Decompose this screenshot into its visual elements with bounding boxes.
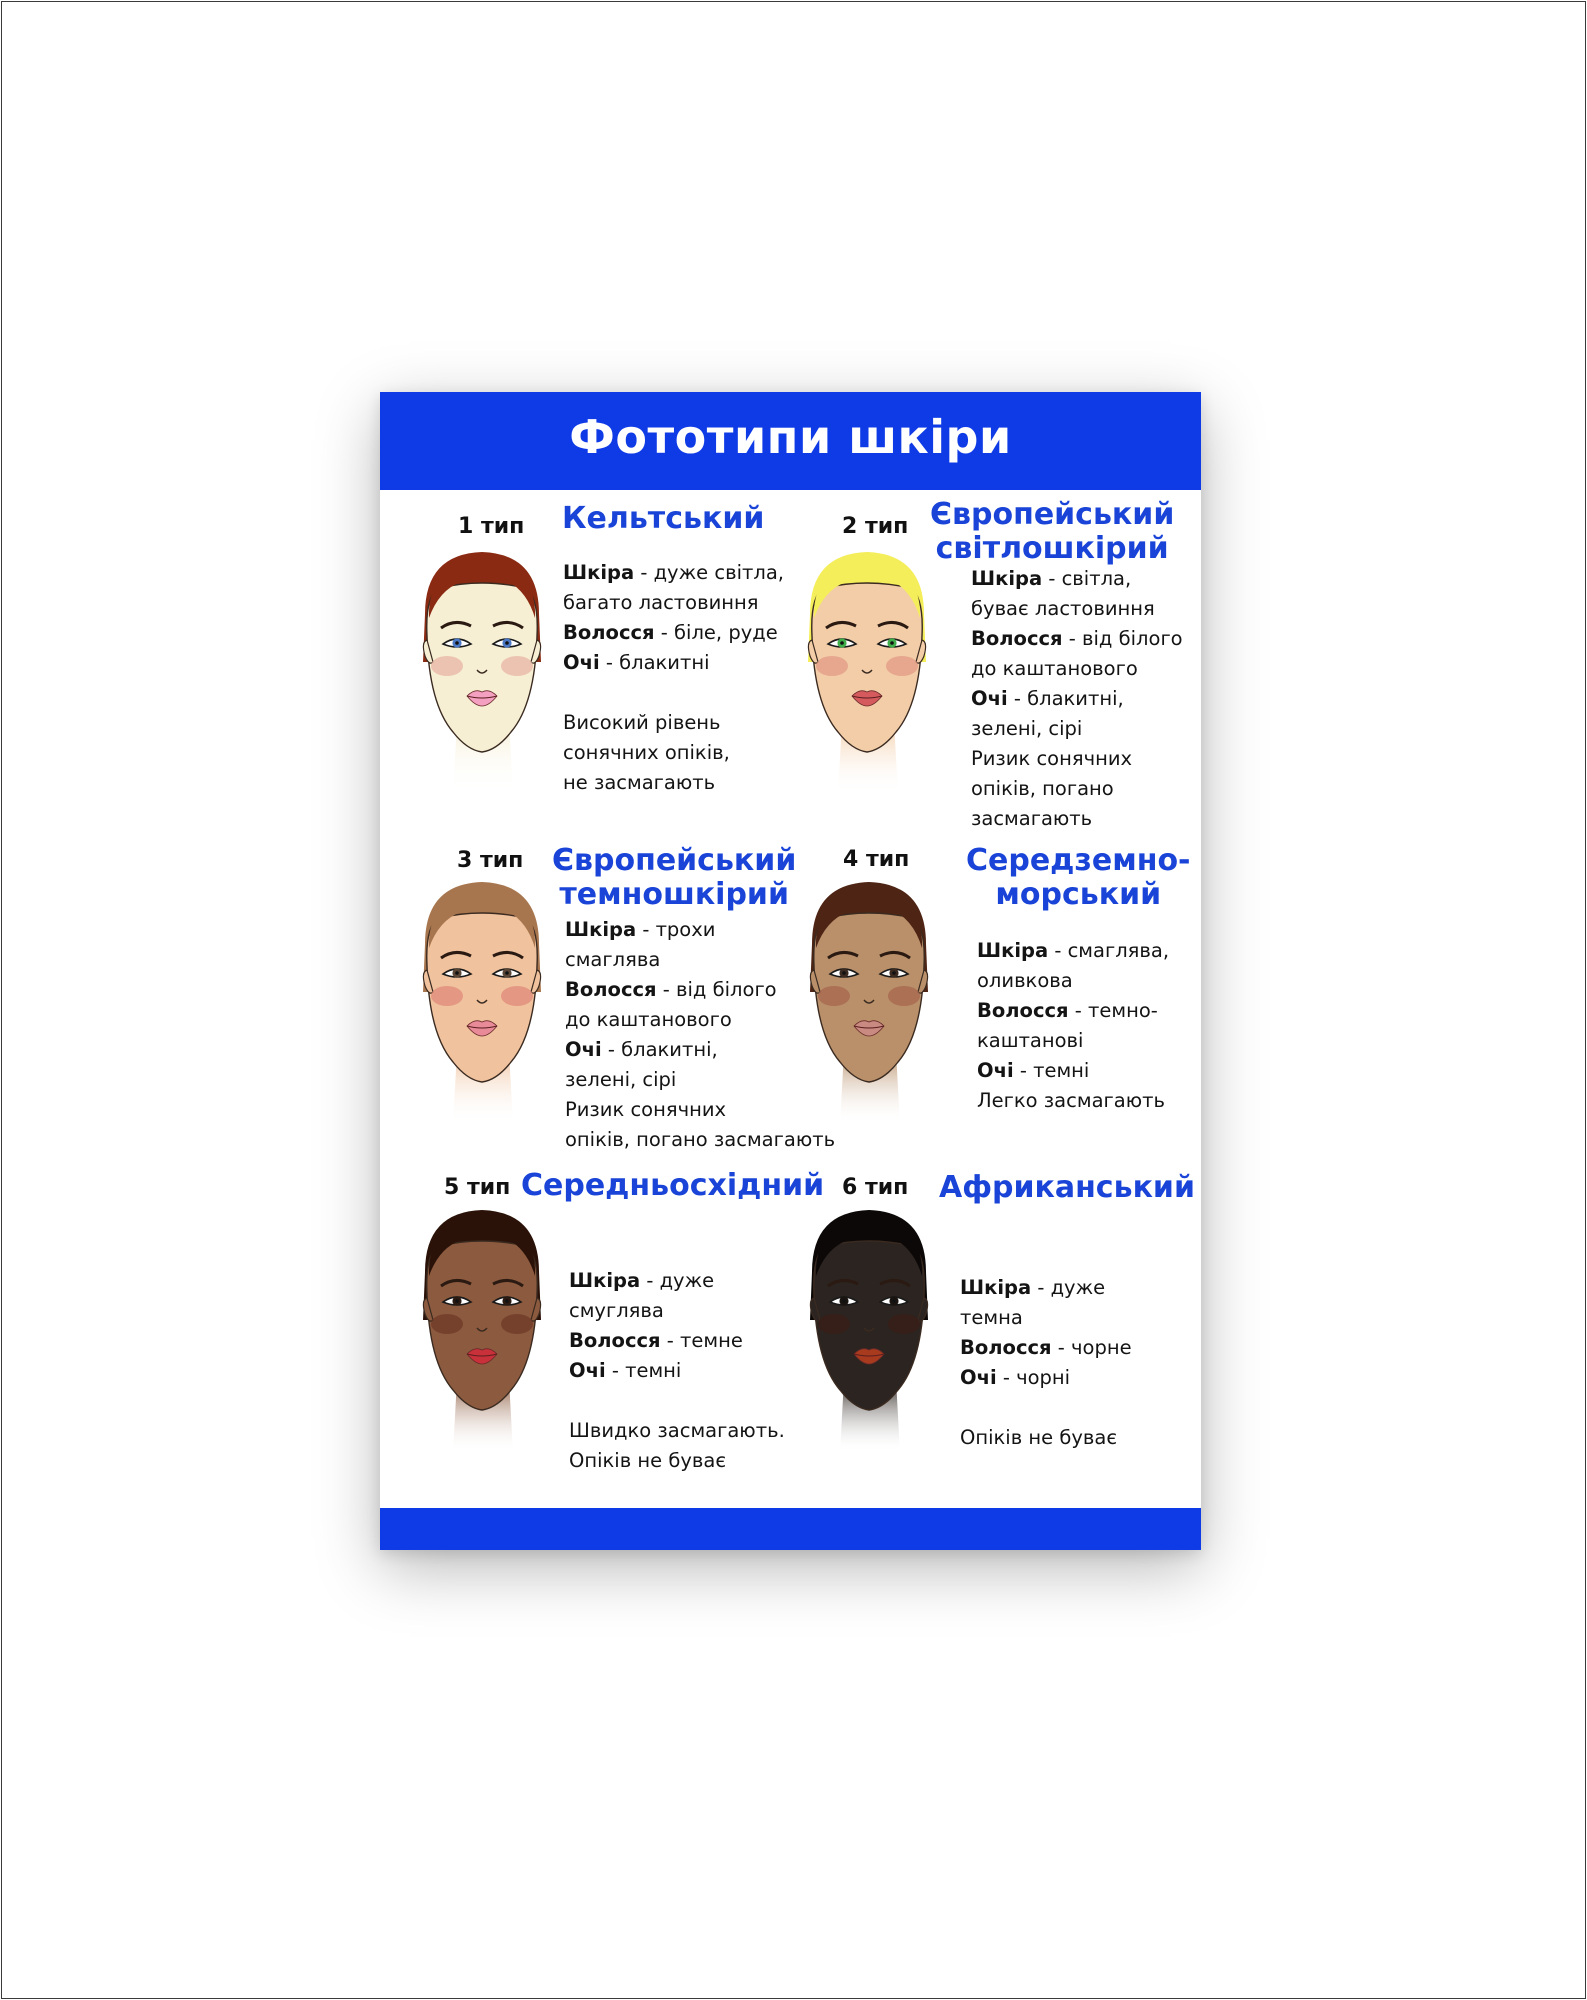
- description-text: - смаглява,: [1048, 939, 1170, 962]
- type-name: Кельтський: [562, 501, 765, 536]
- description-key: Волосся: [971, 627, 1063, 650]
- description-line: [977, 966, 1169, 996]
- description-text: - світла,: [1042, 567, 1132, 590]
- description-line: [563, 558, 784, 588]
- line-gap: [569, 1386, 785, 1416]
- description-text: - дуже: [1031, 1276, 1106, 1299]
- face-illustration-type-2: [790, 544, 945, 799]
- right-blush: [501, 986, 533, 1006]
- description-line: [971, 804, 1183, 834]
- description-text: Ризик сонячних: [565, 1098, 727, 1121]
- description-line: [569, 1266, 785, 1296]
- description-text: - від білого: [1062, 627, 1183, 650]
- type-name: Середньосхідний: [521, 1168, 825, 1203]
- line-gap: [977, 906, 1169, 936]
- line-gap: [960, 1243, 1132, 1273]
- face-illustration-type-4: [792, 874, 947, 1129]
- description-text: - блакитні,: [601, 1038, 718, 1061]
- type-name: Середземно- морський: [966, 843, 1191, 912]
- bottom-bar: [380, 1508, 1201, 1550]
- description-key: Шкіра: [563, 561, 635, 584]
- type-label: 3 тип: [457, 848, 524, 873]
- type-label: 1 тип: [458, 514, 525, 539]
- description-line: [960, 1333, 1132, 1363]
- line-gap: [960, 1393, 1132, 1423]
- description-line: [977, 936, 1169, 966]
- left-blush: [818, 1314, 850, 1334]
- description-line: [569, 1356, 785, 1386]
- description-text: засмагають: [971, 807, 1093, 830]
- description-text: - блакитні,: [1007, 687, 1124, 710]
- description-text: Швидко засмагають.: [569, 1419, 785, 1442]
- left-pupil: [455, 641, 459, 645]
- right-blush: [501, 1314, 533, 1334]
- description-line: [971, 744, 1183, 774]
- face-illustration-type-5: [405, 1202, 560, 1457]
- description-key: Очі: [569, 1359, 606, 1382]
- description-text: - темно-: [1068, 999, 1158, 1022]
- description-text: оливкова: [977, 969, 1073, 992]
- description-text: Ризик сонячних: [971, 747, 1133, 770]
- description-text: зелені, сірі: [565, 1068, 677, 1091]
- description-line: [960, 1363, 1132, 1393]
- description-text: - біле, руде: [654, 621, 778, 644]
- right-pupil: [890, 641, 894, 645]
- description-key: Волосся: [977, 999, 1069, 1022]
- description-line: [977, 996, 1169, 1026]
- description-key: Шкіра: [569, 1269, 641, 1292]
- description-text: - блакитні: [599, 651, 710, 674]
- description-key: Волосся: [563, 621, 655, 644]
- description-key: Шкіра: [960, 1276, 1032, 1299]
- description-text: - темні: [1013, 1059, 1090, 1082]
- face-illustration-type-3: [405, 874, 560, 1129]
- type-name: Африканський: [939, 1170, 1195, 1205]
- type-description: [960, 1243, 1132, 1453]
- description-line: [563, 618, 784, 648]
- description-key: Очі: [971, 687, 1008, 710]
- description-line: [563, 708, 784, 738]
- left-blush: [431, 656, 463, 676]
- description-text: до каштанового: [565, 1008, 732, 1031]
- type-label: 6 тип: [842, 1175, 909, 1200]
- description-line: [569, 1446, 785, 1476]
- left-pupil: [840, 641, 844, 645]
- description-text: до каштанового: [971, 657, 1138, 680]
- description-line: [971, 594, 1183, 624]
- type-description: [977, 906, 1169, 1116]
- description-text: Високий рівень: [563, 711, 721, 734]
- line-gap: [569, 1236, 785, 1266]
- description-text: - дуже світла,: [634, 561, 784, 584]
- description-text: смуглява: [569, 1299, 664, 1322]
- type-description: [971, 564, 1183, 834]
- description-line: [971, 564, 1183, 594]
- left-pupil: [455, 971, 459, 975]
- description-key: Волосся: [960, 1336, 1052, 1359]
- description-text: каштанові: [977, 1029, 1084, 1052]
- description-text: Опіків не буває: [960, 1426, 1118, 1449]
- description-line: [977, 1056, 1169, 1086]
- face-illustration-type-6: [792, 1202, 947, 1457]
- description-line: [960, 1303, 1132, 1333]
- description-text: смаглява: [565, 948, 661, 971]
- description-line: [563, 768, 784, 798]
- description-text: Легко засмагають: [977, 1089, 1165, 1112]
- description-text: - трохи: [636, 918, 716, 941]
- description-text: - темні: [605, 1359, 682, 1382]
- left-blush: [431, 1314, 463, 1334]
- title-bar: [380, 392, 1201, 490]
- description-line: [569, 1296, 785, 1326]
- description-line: [971, 624, 1183, 654]
- description-line: [971, 654, 1183, 684]
- description-text: опіків, погано: [971, 777, 1114, 800]
- right-blush: [888, 986, 920, 1006]
- poster-title: Фототипи шкіри: [569, 410, 1012, 464]
- description-key: Волосся: [569, 1329, 661, 1352]
- left-blush: [816, 656, 848, 676]
- description-key: Волосся: [565, 978, 657, 1001]
- right-pupil: [892, 1299, 896, 1303]
- description-key: Очі: [977, 1059, 1014, 1082]
- description-line: [569, 1416, 785, 1446]
- right-pupil: [505, 641, 509, 645]
- right-blush: [886, 656, 918, 676]
- description-key: Шкіра: [971, 567, 1043, 590]
- description-line: [971, 714, 1183, 744]
- description-text: опіків, погано засмагають: [565, 1128, 836, 1151]
- description-text: темна: [960, 1306, 1023, 1329]
- type-label: 5 тип: [444, 1175, 511, 1200]
- right-pupil: [892, 971, 896, 975]
- description-key: Очі: [565, 1038, 602, 1061]
- type-description: [563, 558, 784, 798]
- description-text: - темне: [660, 1329, 743, 1352]
- description-text: не засмагають: [563, 771, 716, 794]
- description-line: [977, 1086, 1169, 1116]
- left-pupil: [842, 1299, 846, 1303]
- description-text: - від білого: [656, 978, 777, 1001]
- description-line: [977, 1026, 1169, 1056]
- poster: [380, 392, 1201, 1550]
- left-pupil: [455, 1299, 459, 1303]
- description-text: Опіків не буває: [569, 1449, 727, 1472]
- description-line: [569, 1326, 785, 1356]
- description-text: - чорне: [1051, 1336, 1132, 1359]
- description-text: багато ластовиння: [563, 591, 759, 614]
- description-line: [971, 684, 1183, 714]
- right-blush: [501, 656, 533, 676]
- type-label: 2 тип: [842, 514, 909, 539]
- description-line: [960, 1423, 1132, 1453]
- description-text: - дуже: [640, 1269, 715, 1292]
- type-name: Європейський світлошкірий: [930, 497, 1175, 566]
- face-illustration-type-1: [405, 544, 560, 799]
- left-pupil: [842, 971, 846, 975]
- description-line: [563, 588, 784, 618]
- description-key: Шкіра: [565, 918, 637, 941]
- left-blush: [818, 986, 850, 1006]
- right-pupil: [505, 971, 509, 975]
- line-gap: [563, 678, 784, 708]
- type-name: Європейський темношкірий: [552, 843, 797, 912]
- description-text: буває ластовиння: [971, 597, 1155, 620]
- description-text: сонячних опіків,: [563, 741, 730, 764]
- description-line: [565, 1125, 835, 1155]
- description-line: [960, 1273, 1132, 1303]
- right-blush: [888, 1314, 920, 1334]
- description-key: Очі: [960, 1366, 997, 1389]
- description-line: [971, 774, 1183, 804]
- type-description: [569, 1236, 785, 1476]
- description-text: зелені, сірі: [971, 717, 1083, 740]
- right-pupil: [505, 1299, 509, 1303]
- description-key: Шкіра: [977, 939, 1049, 962]
- left-blush: [431, 986, 463, 1006]
- description-key: Очі: [563, 651, 600, 674]
- type-label: 4 тип: [843, 847, 910, 872]
- description-line: [563, 738, 784, 768]
- description-text: - чорні: [996, 1366, 1071, 1389]
- description-line: [563, 648, 784, 678]
